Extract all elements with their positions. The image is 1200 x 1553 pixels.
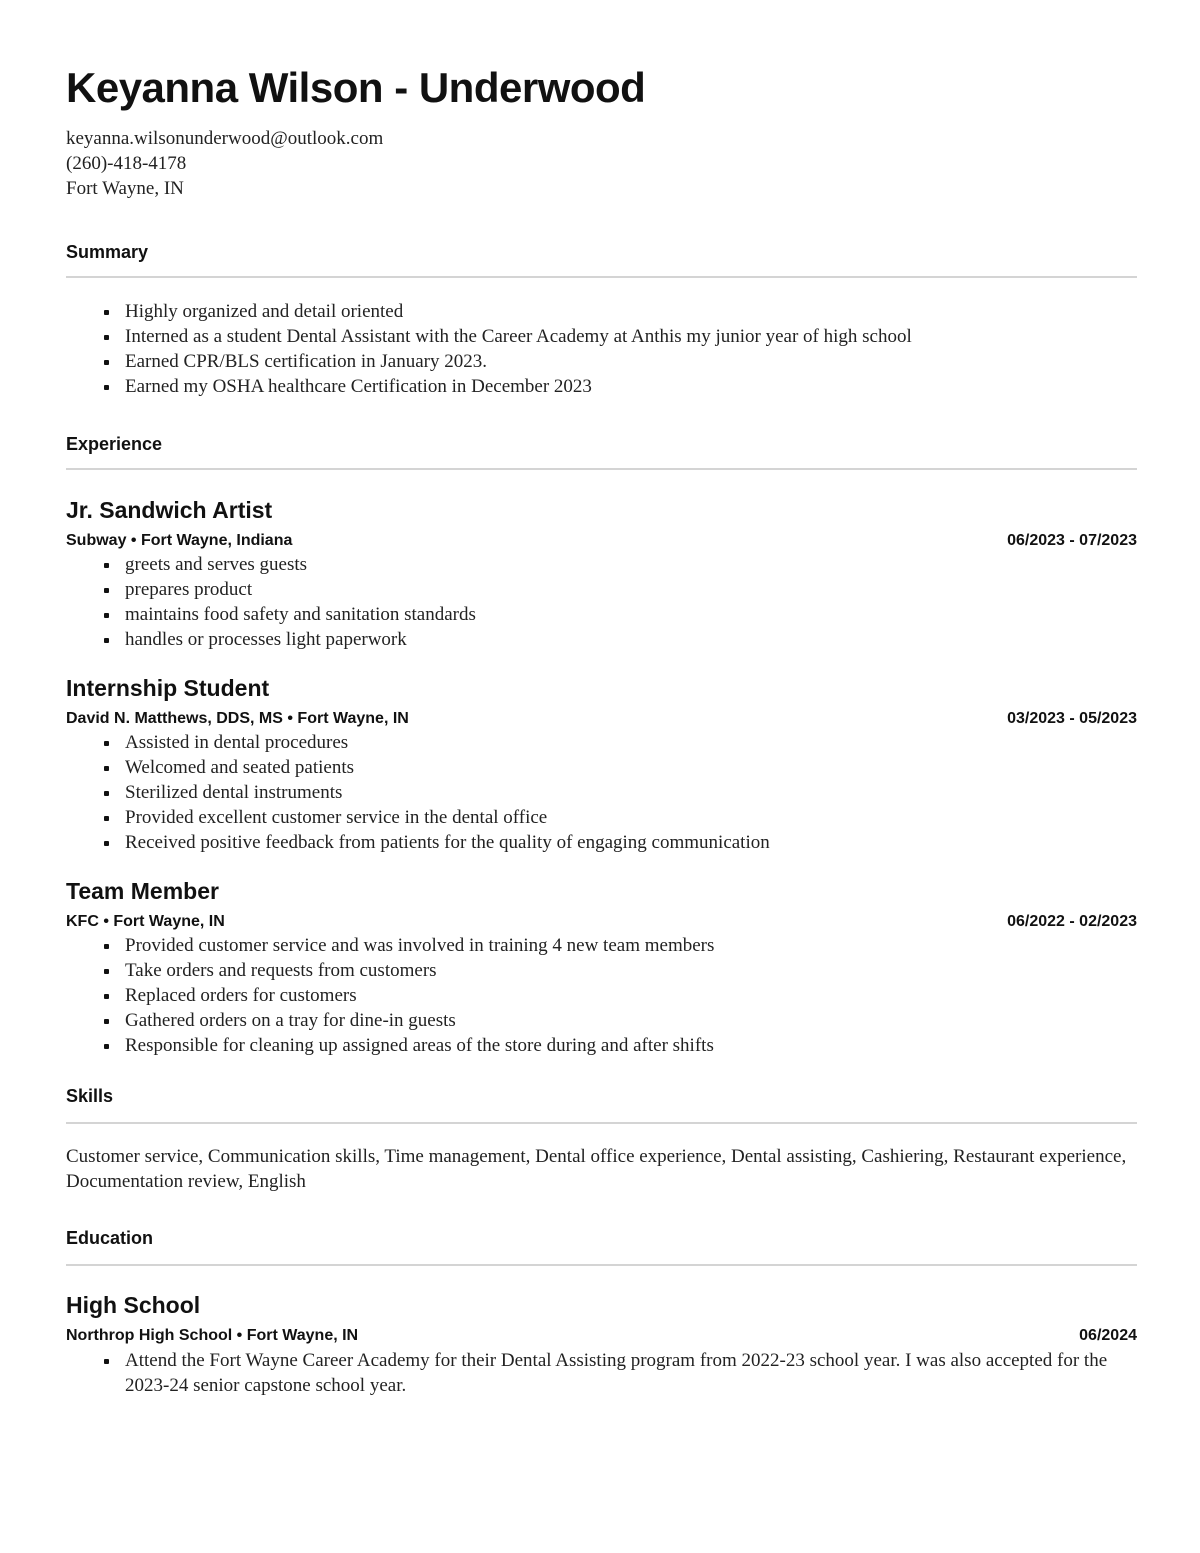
email-text: keyanna.wilsonunderwood@outlook.com <box>66 128 384 149</box>
job-title: Team Member <box>66 878 219 904</box>
job-duty: Sterilized dental instruments <box>66 780 1137 805</box>
job-duty: Welcomed and seated patients <box>66 755 1137 780</box>
skills-divider <box>66 1122 1137 1124</box>
education-title: High School <box>66 1292 201 1318</box>
summary-heading: Summary <box>66 242 149 262</box>
phone-text: (260)-418-4178 <box>66 153 187 174</box>
job-duty: greets and serves guests <box>66 552 1137 577</box>
job-title: Jr. Sandwich Artist <box>66 497 273 523</box>
job-duty: Received positive feedback from patients for the quality of engaging communication <box>66 830 1137 855</box>
contact-block <box>66 126 383 201</box>
job-duty: prepares product <box>66 577 1137 602</box>
job-title: Internship Student <box>66 675 270 701</box>
job-dates: 06/2022 - 02/2023 <box>1007 913 1137 930</box>
summary-list <box>66 299 1137 399</box>
experience-divider <box>66 468 1137 470</box>
summary-item: Highly organized and detail oriented <box>66 299 1137 324</box>
job-duty: Replaced orders for customers <box>66 983 1137 1008</box>
job-duties-list <box>66 552 1137 652</box>
skills-text: Customer service, Communication skills, Time management, Dental office experience, Dental assisting, Cashiering, Restaurant experience, Documentation review, English <box>66 1146 1127 1192</box>
education-date: 06/2024 <box>1079 1327 1137 1344</box>
summary-item: Earned CPR/BLS certification in January 2023. <box>66 349 1137 374</box>
education-divider <box>66 1264 1137 1266</box>
summary-item: Earned my OSHA healthcare Certification in December 2023 <box>66 374 1137 399</box>
job-duty: Provided excellent customer service in the dental office <box>66 805 1137 830</box>
job-employer: KFC • Fort Wayne, IN <box>66 913 225 930</box>
job-duty: handles or processes light paperwork <box>66 627 1137 652</box>
job-duty: maintains food safety and sanitation standards <box>66 602 1137 627</box>
summary-divider <box>66 276 1137 278</box>
skills-heading: Skills <box>66 1086 114 1106</box>
education-details-list <box>66 1348 1137 1398</box>
school-name: Northrop High School • Fort Wayne, IN <box>66 1327 359 1344</box>
job-employer: Subway • Fort Wayne, Indiana <box>66 532 293 549</box>
summary-item: Interned as a student Dental Assistant with the Career Academy at Anthis my junior year of high school <box>66 324 1137 349</box>
job-duty: Assisted in dental procedures <box>66 730 1137 755</box>
candidate-name: Keyanna Wilson - Underwood <box>66 64 646 111</box>
job-dates: 06/2023 - 07/2023 <box>1007 532 1137 549</box>
location-text: Fort Wayne, IN <box>66 178 184 199</box>
education-detail: Attend the Fort Wayne Career Academy for their Dental Assisting program from 2022-23 school year. I was also accepted for the 2023-24 senior capstone school year. <box>66 1348 1137 1398</box>
education-heading: Education <box>66 1228 154 1248</box>
experience-heading: Experience <box>66 434 163 454</box>
job-duty: Provided customer service and was involved in training 4 new team members <box>66 933 1137 958</box>
job-duties-list <box>66 730 1137 855</box>
job-employer: David N. Matthews, DDS, MS • Fort Wayne, IN <box>66 710 409 727</box>
job-dates: 03/2023 - 05/2023 <box>1007 710 1137 727</box>
job-duty: Gathered orders on a tray for dine-in guests <box>66 1008 1137 1033</box>
job-duties-list <box>66 933 1137 1058</box>
job-duty: Responsible for cleaning up assigned areas of the store during and after shifts <box>66 1033 1137 1058</box>
job-duty: Take orders and requests from customers <box>66 958 1137 983</box>
